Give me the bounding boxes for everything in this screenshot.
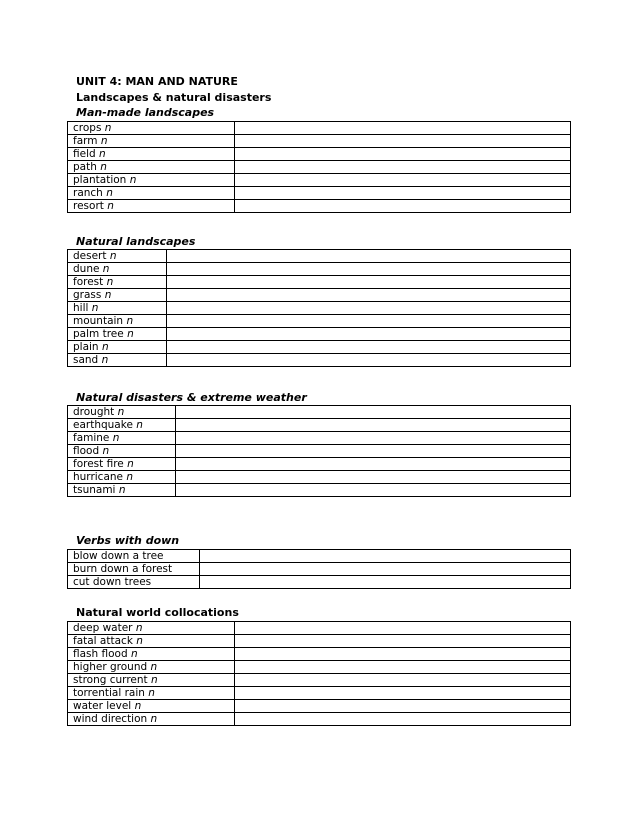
term: water level [73,700,132,712]
answer-cell[interactable] [176,471,571,484]
term: ranch [73,187,103,199]
term-cell [68,187,235,200]
table-row [68,661,571,674]
answer-cell[interactable] [167,250,571,263]
answer-cell[interactable] [235,648,571,661]
table-row [68,122,571,135]
term-cell [68,200,235,213]
term-cell [68,174,235,187]
answer-cell[interactable] [235,200,571,213]
term-cell [68,250,167,263]
section-heading-natural-disasters: Natural disasters & extreme weather [76,391,307,404]
section-heading-collocations: Natural world collocations [76,606,239,619]
answer-cell[interactable] [176,406,571,419]
part-of-speech: n [91,302,99,314]
table-row [68,432,571,445]
part-of-speech: n [150,661,158,673]
part-of-speech: n [104,122,112,134]
term-cell [68,122,235,135]
term-cell [68,263,167,276]
table-row [68,302,571,315]
term: deep water [73,622,133,634]
term: palm tree [73,328,124,340]
answer-cell[interactable] [200,550,571,563]
answer-cell[interactable] [235,687,571,700]
part-of-speech: n [107,200,114,212]
table-row [68,315,571,328]
table-row [68,550,571,563]
part-of-speech: n [136,635,143,647]
part-of-speech: n [102,445,110,457]
table-row [68,713,571,726]
natural-world-collocations-table [67,621,571,726]
term-cell [68,700,235,713]
term: flash flood [73,648,128,660]
term-cell [68,550,200,563]
answer-cell[interactable] [176,419,571,432]
term-cell [68,161,235,174]
answer-cell[interactable] [200,576,571,589]
man-made-landscapes-table [67,121,571,213]
term-cell [68,276,167,289]
part-of-speech: n [135,622,143,634]
section-heading-man-made: Man-made landscapes [76,106,215,119]
term: burn down a forest [73,563,173,575]
part-of-speech: n [99,148,106,160]
natural-landscapes-table [67,249,571,367]
answer-cell[interactable] [167,263,571,276]
verbs-with-down-table [67,549,571,589]
answer-cell[interactable] [235,622,571,635]
part-of-speech: n [134,700,142,712]
answer-cell[interactable] [235,161,571,174]
term: cut down trees [73,576,152,588]
answer-cell[interactable] [235,661,571,674]
answer-cell[interactable] [235,174,571,187]
answer-cell[interactable] [235,713,571,726]
natural-disasters-table [67,405,571,497]
term: path [73,161,97,173]
term-cell [68,713,235,726]
term: field [73,148,96,160]
table-row [68,419,571,432]
term-cell [68,315,167,328]
table-row [68,276,571,289]
answer-cell[interactable] [235,635,571,648]
part-of-speech: n [126,315,134,327]
term-cell [68,687,235,700]
table-row [68,200,571,213]
term-cell [68,328,167,341]
answer-cell[interactable] [235,700,571,713]
part-of-speech: n [101,341,109,353]
term-cell [68,445,176,458]
part-of-speech: n [126,471,133,483]
part-of-speech: n [102,263,110,275]
term: mountain [73,315,124,327]
answer-cell[interactable] [167,276,571,289]
part-of-speech: n [130,648,138,660]
term-cell [68,341,167,354]
term-cell [68,635,235,648]
section-heading-verbs-with-down: Verbs with down [76,534,180,547]
term: drought [73,406,115,418]
answer-cell[interactable] [167,289,571,302]
term: hurricane [73,471,123,483]
term-cell [68,674,235,687]
term: fatal attack [73,635,133,647]
part-of-speech: n [117,406,125,418]
answer-cell[interactable] [167,302,571,315]
part-of-speech: n [150,674,158,686]
term: grass [73,289,102,301]
answer-cell[interactable] [167,315,571,328]
table-row [68,700,571,713]
table-row [68,263,571,276]
term: crops [73,122,102,134]
term: dune [73,263,100,275]
term-cell [68,622,235,635]
term: flood [73,445,100,457]
answer-cell[interactable] [176,432,571,445]
answer-cell[interactable] [167,328,571,341]
term-cell [68,354,167,367]
table-row [68,187,571,200]
answer-cell[interactable] [235,187,571,200]
term: plantation [73,174,127,186]
term-cell [68,302,167,315]
term: wind direction [73,713,148,725]
term-cell [68,419,176,432]
term-cell [68,648,235,661]
part-of-speech: n [100,161,107,173]
part-of-speech: n [106,187,113,199]
table-row [68,289,571,302]
term: strong current [73,674,148,686]
part-of-speech: n [101,354,109,366]
table-row [68,250,571,263]
table-row [68,484,571,497]
table-row [68,135,571,148]
term-cell [68,576,200,589]
section-heading-natural-landscapes: Natural landscapes [76,235,196,248]
term-cell [68,289,167,302]
answer-cell[interactable] [235,674,571,687]
table-row [68,458,571,471]
part-of-speech: n [106,276,114,288]
term: forest fire [73,458,124,470]
term-cell [68,432,176,445]
table-row [68,161,571,174]
part-of-speech: n [104,289,112,301]
answer-cell[interactable] [200,563,571,576]
table-row [68,445,571,458]
table-row [68,341,571,354]
answer-cell[interactable] [235,122,571,135]
table-row [68,576,571,589]
answer-cell[interactable] [235,148,571,161]
table-row [68,328,571,341]
part-of-speech: n [109,250,117,262]
part-of-speech: n [100,135,108,147]
part-of-speech: n [112,432,120,444]
table-row [68,174,571,187]
unit-title: UNIT 4: MAN AND NATURE [76,75,238,88]
term: farm [73,135,98,147]
term: earthquake [73,419,133,431]
term: famine [73,432,110,444]
part-of-speech: n [148,687,155,699]
answer-cell[interactable] [176,458,571,471]
table-row [68,635,571,648]
term: sand [73,354,99,366]
term: plain [73,341,99,353]
part-of-speech: n [127,328,134,340]
table-row [68,622,571,635]
term: blow down a tree [73,550,164,562]
term-cell [68,471,176,484]
term: tsunami [73,484,116,496]
term-cell [68,135,235,148]
term-cell [68,458,176,471]
unit-subtitle: Landscapes & natural disasters [76,91,272,104]
term: resort [73,200,104,212]
term-cell [68,148,235,161]
answer-cell[interactable] [176,445,571,458]
term: higher ground [73,661,148,673]
term-cell [68,406,176,419]
term-cell [68,661,235,674]
table-row [68,406,571,419]
term: torrential rain [73,687,145,699]
table-row [68,354,571,367]
part-of-speech: n [129,174,137,186]
table-row [68,563,571,576]
table-row [68,674,571,687]
term-cell [68,484,176,497]
part-of-speech: n [118,484,126,496]
part-of-speech: n [136,419,143,431]
answer-cell[interactable] [235,135,571,148]
answer-cell[interactable] [176,484,571,497]
term: desert [73,250,107,262]
table-row [68,648,571,661]
term-cell [68,563,200,576]
part-of-speech: n [150,713,158,725]
table-row [68,148,571,161]
part-of-speech: n [127,458,134,470]
term: hill [73,302,89,314]
table-row [68,687,571,700]
table-row [68,471,571,484]
answer-cell[interactable] [167,341,571,354]
term: forest [73,276,104,288]
answer-cell[interactable] [167,354,571,367]
